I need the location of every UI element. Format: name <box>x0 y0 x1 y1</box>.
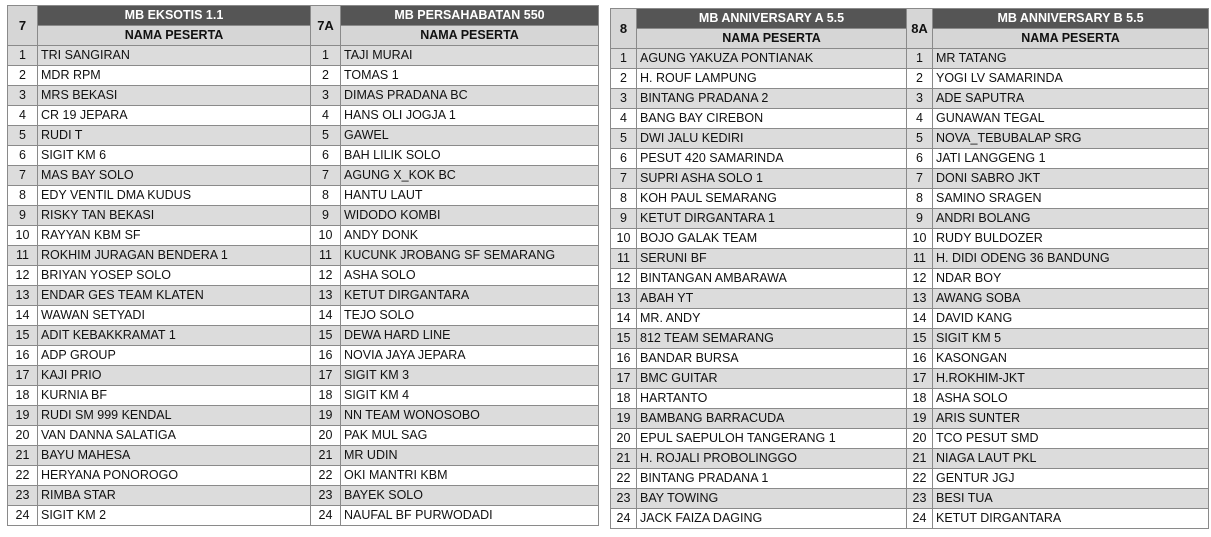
participant-name: KASONGAN <box>933 349 1209 369</box>
participant-name: NOVA_TEBUBALAP SRG <box>933 129 1209 149</box>
participant-name: H. DIDI ODENG 36 BANDUNG <box>933 249 1209 269</box>
row-number: 12 <box>311 266 341 286</box>
column-header: NAMA PESERTA <box>933 29 1209 49</box>
table-row <box>611 369 1209 389</box>
table-row <box>611 269 1209 289</box>
participant-name: RIMBA STAR <box>38 486 311 506</box>
participant-name: SAMINO SRAGEN <box>933 189 1209 209</box>
class-title: MB ANNIVERSARY B 5.5 <box>933 9 1209 29</box>
participant-name: KUCUNK JROBANG SF SEMARANG <box>341 246 599 266</box>
table-row <box>611 249 1209 269</box>
participant-name: RISKY TAN BEKASI <box>38 206 311 226</box>
row-number: 14 <box>311 306 341 326</box>
row-number: 2 <box>907 69 933 89</box>
row-number: 5 <box>8 126 38 146</box>
class-code: 7A <box>311 6 341 46</box>
row-number: 16 <box>311 346 341 366</box>
row-number: 3 <box>8 86 38 106</box>
row-number: 20 <box>311 426 341 446</box>
table-row <box>8 206 599 226</box>
participant-name: TOMAS 1 <box>341 66 599 86</box>
row-number: 2 <box>8 66 38 86</box>
row-number: 11 <box>907 249 933 269</box>
row-number: 3 <box>907 89 933 109</box>
row-number: 23 <box>907 489 933 509</box>
participant-name: EDY VENTIL DMA KUDUS <box>38 186 311 206</box>
row-number: 22 <box>907 469 933 489</box>
row-number: 11 <box>611 249 637 269</box>
row-number: 22 <box>611 469 637 489</box>
participant-name: ADP GROUP <box>38 346 311 366</box>
participant-name: BANDAR BURSA <box>637 349 907 369</box>
participant-name: BRIYAN YOSEP SOLO <box>38 266 311 286</box>
participant-name: BOJO GALAK TEAM <box>637 229 907 249</box>
row-number: 9 <box>8 206 38 226</box>
participant-name: AGUNG X_KOK BC <box>341 166 599 186</box>
row-number: 15 <box>907 329 933 349</box>
participant-name: NAUFAL BF PURWODADI <box>341 506 599 526</box>
table-row <box>611 229 1209 249</box>
row-number: 22 <box>8 466 38 486</box>
participant-name: BAY TOWING <box>637 489 907 509</box>
table-row <box>8 186 599 206</box>
title-row <box>611 9 1209 29</box>
column-header: NAMA PESERTA <box>341 26 599 46</box>
row-number: 1 <box>8 46 38 66</box>
table-row <box>8 506 599 526</box>
participant-name: H. ROJALI PROBOLINGGO <box>637 449 907 469</box>
row-number: 18 <box>311 386 341 406</box>
row-number: 23 <box>611 489 637 509</box>
table-row <box>611 389 1209 409</box>
participant-table <box>7 5 599 526</box>
participant-name: SIGIT KM 5 <box>933 329 1209 349</box>
table-row <box>611 209 1209 229</box>
participant-name: RUDI SM 999 KENDAL <box>38 406 311 426</box>
participant-name: HANS OLI JOGJA 1 <box>341 106 599 126</box>
table-row <box>8 406 599 426</box>
table-row <box>611 429 1209 449</box>
row-number: 4 <box>611 109 637 129</box>
participant-name: MR. ANDY <box>637 309 907 329</box>
class-code: 8 <box>611 9 637 49</box>
class-code: 7 <box>8 6 38 46</box>
table-row <box>611 289 1209 309</box>
class-code: 8A <box>907 9 933 49</box>
row-number: 21 <box>311 446 341 466</box>
participant-name: HERYANA PONOROGO <box>38 466 311 486</box>
participant-name: SIGIT KM 2 <box>38 506 311 526</box>
row-number: 14 <box>8 306 38 326</box>
participant-name: OKI MANTRI KBM <box>341 466 599 486</box>
table-row <box>8 126 599 146</box>
row-number: 16 <box>611 349 637 369</box>
participant-table <box>610 8 1209 529</box>
table-row <box>611 149 1209 169</box>
participant-name: NN TEAM WONOSOBO <box>341 406 599 426</box>
participant-name: NOVIA JAYA JEPARA <box>341 346 599 366</box>
row-number: 5 <box>611 129 637 149</box>
row-number: 18 <box>611 389 637 409</box>
row-number: 7 <box>8 166 38 186</box>
row-number: 17 <box>907 369 933 389</box>
row-number: 14 <box>907 309 933 329</box>
row-number: 1 <box>611 49 637 69</box>
participant-name: GENTUR JGJ <box>933 469 1209 489</box>
row-number: 21 <box>611 449 637 469</box>
participant-name: H. ROUF LAMPUNG <box>637 69 907 89</box>
table-row <box>611 329 1209 349</box>
participant-name: WIDODO KOMBI <box>341 206 599 226</box>
participant-name: MAS BAY SOLO <box>38 166 311 186</box>
table-row <box>8 66 599 86</box>
row-number: 19 <box>311 406 341 426</box>
row-number: 15 <box>611 329 637 349</box>
row-number: 6 <box>907 149 933 169</box>
table-row <box>8 466 599 486</box>
participant-name: RAYYAN KBM SF <box>38 226 311 246</box>
participant-name: CR 19 JEPARA <box>38 106 311 126</box>
row-number: 19 <box>907 409 933 429</box>
table-row <box>8 166 599 186</box>
row-number: 24 <box>611 509 637 529</box>
table-row <box>8 246 599 266</box>
row-number: 23 <box>8 486 38 506</box>
table-row <box>8 86 599 106</box>
participant-name: SIGIT KM 3 <box>341 366 599 386</box>
left-sheet <box>7 5 599 526</box>
row-number: 24 <box>311 506 341 526</box>
participant-name: HARTANTO <box>637 389 907 409</box>
table-row <box>611 309 1209 329</box>
row-number: 7 <box>611 169 637 189</box>
participant-name: MDR RPM <box>38 66 311 86</box>
participant-name: RUDY BULDOZER <box>933 229 1209 249</box>
participant-name: VAN DANNA SALATIGA <box>38 426 311 446</box>
table-row <box>611 449 1209 469</box>
row-number: 8 <box>311 186 341 206</box>
participant-name: YOGI LV SAMARINDA <box>933 69 1209 89</box>
column-header: NAMA PESERTA <box>38 26 311 46</box>
participant-name: SUPRI ASHA SOLO 1 <box>637 169 907 189</box>
row-number: 3 <box>611 89 637 109</box>
row-number: 16 <box>8 346 38 366</box>
column-header: NAMA PESERTA <box>637 29 907 49</box>
row-number: 2 <box>611 69 637 89</box>
participant-name: DEWA HARD LINE <box>341 326 599 346</box>
table-row <box>611 509 1209 529</box>
participant-name: BAH LILIK SOLO <box>341 146 599 166</box>
right-sheet <box>610 8 1209 529</box>
participant-name: RUDI T <box>38 126 311 146</box>
row-number: 20 <box>8 426 38 446</box>
row-number: 13 <box>8 286 38 306</box>
row-number: 4 <box>8 106 38 126</box>
participant-name: TAJI MURAI <box>341 46 599 66</box>
participant-name: BINTANG PRADANA 2 <box>637 89 907 109</box>
table-row <box>8 226 599 246</box>
participant-name: MR TATANG <box>933 49 1209 69</box>
participant-name: GUNAWAN TEGAL <box>933 109 1209 129</box>
participant-name: BINTANGAN AMBARAWA <box>637 269 907 289</box>
participant-name: PESUT 420 SAMARINDA <box>637 149 907 169</box>
table-row <box>611 109 1209 129</box>
participant-name: ANDRI BOLANG <box>933 209 1209 229</box>
participant-name: JACK FAIZA DAGING <box>637 509 907 529</box>
participant-name: BESI TUA <box>933 489 1209 509</box>
row-number: 8 <box>611 189 637 209</box>
participant-name: AGUNG YAKUZA PONTIANAK <box>637 49 907 69</box>
row-number: 5 <box>907 129 933 149</box>
participant-name: NDAR BOY <box>933 269 1209 289</box>
row-number: 10 <box>907 229 933 249</box>
participant-name: BANG BAY CIREBON <box>637 109 907 129</box>
row-number: 15 <box>8 326 38 346</box>
row-number: 24 <box>8 506 38 526</box>
participant-name: KETUT DIRGANTARA 1 <box>637 209 907 229</box>
row-number: 6 <box>8 146 38 166</box>
table-row <box>8 486 599 506</box>
participant-name: BAYEK SOLO <box>341 486 599 506</box>
row-number: 7 <box>311 166 341 186</box>
participant-name: ANDY DONK <box>341 226 599 246</box>
row-number: 21 <box>8 446 38 466</box>
participant-name: SIGIT KM 6 <box>38 146 311 166</box>
row-number: 13 <box>907 289 933 309</box>
participant-name: ADIT KEBAKKRAMAT 1 <box>38 326 311 346</box>
table-row <box>8 386 599 406</box>
table-row <box>8 446 599 466</box>
row-number: 18 <box>8 386 38 406</box>
row-number: 7 <box>907 169 933 189</box>
participant-name: DONI SABRO JKT <box>933 169 1209 189</box>
participant-name: EPUL SAEPULOH TANGERANG 1 <box>637 429 907 449</box>
participant-name: MR UDIN <box>341 446 599 466</box>
participant-name: ADE SAPUTRA <box>933 89 1209 109</box>
participant-name: HANTU LAUT <box>341 186 599 206</box>
row-number: 1 <box>907 49 933 69</box>
table-row <box>8 106 599 126</box>
participant-name: TCO PESUT SMD <box>933 429 1209 449</box>
row-number: 6 <box>311 146 341 166</box>
participant-name: H.ROKHIM-JKT <box>933 369 1209 389</box>
participant-name: ABAH YT <box>637 289 907 309</box>
row-number: 19 <box>611 409 637 429</box>
row-number: 17 <box>311 366 341 386</box>
table-row <box>611 69 1209 89</box>
row-number: 14 <box>611 309 637 329</box>
participant-name: ARIS SUNTER <box>933 409 1209 429</box>
row-number: 19 <box>8 406 38 426</box>
participant-name: AWANG SOBA <box>933 289 1209 309</box>
participant-name: NIAGA LAUT PKL <box>933 449 1209 469</box>
participant-name: KAJI PRIO <box>38 366 311 386</box>
row-number: 8 <box>8 186 38 206</box>
row-number: 10 <box>611 229 637 249</box>
row-number: 16 <box>907 349 933 369</box>
participant-name: KOH PAUL SEMARANG <box>637 189 907 209</box>
row-number: 22 <box>311 466 341 486</box>
table-row <box>611 489 1209 509</box>
row-number: 2 <box>311 66 341 86</box>
row-number: 9 <box>311 206 341 226</box>
table-row <box>8 286 599 306</box>
table-row <box>8 266 599 286</box>
row-number: 23 <box>311 486 341 506</box>
table-row <box>611 189 1209 209</box>
table-row <box>611 49 1209 69</box>
row-number: 9 <box>611 209 637 229</box>
table-row <box>8 326 599 346</box>
participant-name: SERUNI BF <box>637 249 907 269</box>
participant-name: MRS BEKASI <box>38 86 311 106</box>
table-row <box>8 146 599 166</box>
participant-name: BMC GUITAR <box>637 369 907 389</box>
participant-name: JATI LANGGENG 1 <box>933 149 1209 169</box>
participant-name: PAK MUL SAG <box>341 426 599 446</box>
participant-name: ROKHIM JURAGAN BENDERA 1 <box>38 246 311 266</box>
table-row <box>8 46 599 66</box>
table-row <box>8 366 599 386</box>
row-number: 18 <box>907 389 933 409</box>
participant-name: DIMAS PRADANA BC <box>341 86 599 106</box>
participant-name: DWI JALU KEDIRI <box>637 129 907 149</box>
table-row <box>611 129 1209 149</box>
row-number: 12 <box>611 269 637 289</box>
row-number: 15 <box>311 326 341 346</box>
row-number: 6 <box>611 149 637 169</box>
table-row <box>611 169 1209 189</box>
column-header-row <box>8 26 599 46</box>
row-number: 17 <box>611 369 637 389</box>
row-number: 12 <box>907 269 933 289</box>
participant-name: KETUT DIRGANTARA <box>341 286 599 306</box>
table-row <box>611 349 1209 369</box>
table-row <box>611 89 1209 109</box>
participant-name: WAWAN SETYADI <box>38 306 311 326</box>
class-title: MB EKSOTIS 1.1 <box>38 6 311 26</box>
row-number: 9 <box>907 209 933 229</box>
participant-name: TRI SANGIRAN <box>38 46 311 66</box>
row-number: 10 <box>311 226 341 246</box>
participant-name: GAWEL <box>341 126 599 146</box>
participant-name: ASHA SOLO <box>933 389 1209 409</box>
participant-name: 812 TEAM SEMARANG <box>637 329 907 349</box>
class-title: MB PERSAHABATAN 550 <box>341 6 599 26</box>
table-row <box>611 409 1209 429</box>
row-number: 20 <box>907 429 933 449</box>
row-number: 10 <box>8 226 38 246</box>
participant-name: BAMBANG BARRACUDA <box>637 409 907 429</box>
row-number: 3 <box>311 86 341 106</box>
class-title: MB ANNIVERSARY A 5.5 <box>637 9 907 29</box>
row-number: 17 <box>8 366 38 386</box>
row-number: 12 <box>8 266 38 286</box>
row-number: 20 <box>611 429 637 449</box>
row-number: 5 <box>311 126 341 146</box>
row-number: 1 <box>311 46 341 66</box>
row-number: 4 <box>311 106 341 126</box>
row-number: 8 <box>907 189 933 209</box>
row-number: 21 <box>907 449 933 469</box>
participant-name: SIGIT KM 4 <box>341 386 599 406</box>
row-number: 13 <box>611 289 637 309</box>
row-number: 11 <box>311 246 341 266</box>
participant-name: KURNIA BF <box>38 386 311 406</box>
participant-name: ASHA SOLO <box>341 266 599 286</box>
table-row <box>8 426 599 446</box>
row-number: 4 <box>907 109 933 129</box>
title-row <box>8 6 599 26</box>
participant-name: TEJO SOLO <box>341 306 599 326</box>
row-number: 24 <box>907 509 933 529</box>
participant-name: DAVID KANG <box>933 309 1209 329</box>
participant-name: BAYU MAHESA <box>38 446 311 466</box>
row-number: 11 <box>8 246 38 266</box>
row-number: 13 <box>311 286 341 306</box>
participant-name: KETUT DIRGANTARA <box>933 509 1209 529</box>
table-row <box>8 346 599 366</box>
table-row <box>611 469 1209 489</box>
participant-name: ENDAR GES TEAM KLATEN <box>38 286 311 306</box>
participant-name: BINTANG PRADANA 1 <box>637 469 907 489</box>
table-row <box>8 306 599 326</box>
